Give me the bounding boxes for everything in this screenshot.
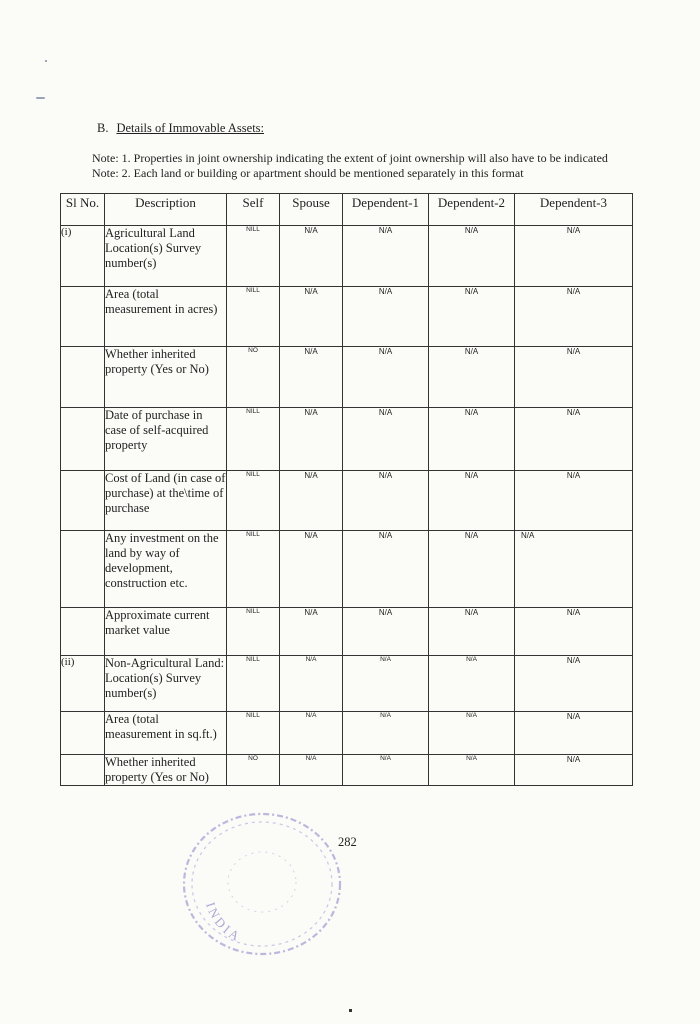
row-sl bbox=[61, 347, 105, 408]
immovable-assets-table bbox=[60, 193, 633, 786]
table-row bbox=[61, 347, 633, 408]
table-row bbox=[61, 226, 633, 287]
row-sl bbox=[61, 408, 105, 471]
table-row bbox=[61, 471, 633, 531]
cell-dependent-3: N/A bbox=[515, 531, 633, 608]
seal-text: INDIA bbox=[203, 900, 245, 945]
cell-dependent-1: N/A bbox=[343, 608, 429, 656]
cell-dependent-1: N/A bbox=[343, 287, 429, 347]
row-sl: (i) bbox=[61, 226, 105, 287]
cell-dependent-2: N/A bbox=[429, 656, 515, 712]
cell-self: NILL bbox=[227, 608, 280, 656]
official-seal-stamp bbox=[178, 808, 348, 973]
row-description: Area (total measurement in sq.ft.) bbox=[105, 712, 227, 755]
column-header-dependent-1: Dependent-1 bbox=[343, 194, 429, 226]
row-description: Whether inherited property (Yes or No) bbox=[105, 755, 227, 786]
table-row bbox=[61, 656, 633, 712]
cell-dependent-3: N/A bbox=[515, 287, 633, 347]
cell-self: NILL bbox=[227, 226, 280, 287]
cell-spouse: N/A bbox=[280, 347, 343, 408]
cell-spouse: N/A bbox=[280, 408, 343, 471]
scan-speck bbox=[349, 1009, 352, 1012]
cell-self: NILL bbox=[227, 656, 280, 712]
row-sl: (ii) bbox=[61, 656, 105, 712]
row-description: Any investment on the land by way of development, construction etc. bbox=[105, 531, 227, 608]
row-sl bbox=[61, 712, 105, 755]
row-sl bbox=[61, 471, 105, 531]
cell-dependent-3: N/A bbox=[515, 408, 633, 471]
cell-dependent-1: N/A bbox=[343, 408, 429, 471]
cell-dependent-1: N/A bbox=[343, 656, 429, 712]
table-row bbox=[61, 712, 633, 755]
cell-dependent-2: N/A bbox=[429, 712, 515, 755]
cell-dependent-3: N/A bbox=[515, 347, 633, 408]
cell-dependent-2: N/A bbox=[429, 408, 515, 471]
row-description: Cost of Land (in case of purchase) at the\time of purchase bbox=[105, 471, 227, 531]
column-header-spouse: Spouse bbox=[280, 194, 343, 226]
cell-dependent-3: N/A bbox=[515, 226, 633, 287]
row-description: Non-Agricultural Land: Location(s) Survey number(s) bbox=[105, 656, 227, 712]
note-2: Note: 2. Each land or building or apartment should be mentioned separately in this format bbox=[92, 166, 524, 180]
column-header-sl: Sl No. bbox=[61, 194, 105, 226]
row-description: Whether inherited property (Yes or No) bbox=[105, 347, 227, 408]
table-row bbox=[61, 755, 633, 786]
cell-spouse: N/A bbox=[280, 226, 343, 287]
table-row bbox=[61, 408, 633, 471]
cell-dependent-3: N/A bbox=[515, 755, 633, 786]
cell-spouse: N/A bbox=[280, 531, 343, 608]
cell-dependent-1: N/A bbox=[343, 755, 429, 786]
cell-dependent-1: N/A bbox=[343, 471, 429, 531]
cell-dependent-1: N/A bbox=[343, 531, 429, 608]
scan-speck bbox=[45, 60, 47, 62]
cell-dependent-2: N/A bbox=[429, 608, 515, 656]
table-header-row bbox=[61, 194, 633, 226]
row-description: Area (total measurement in acres) bbox=[105, 287, 227, 347]
row-sl bbox=[61, 608, 105, 656]
cell-dependent-3: N/A bbox=[515, 471, 633, 531]
cell-self: NO bbox=[227, 755, 280, 786]
cell-dependent-3: N/A bbox=[515, 712, 633, 755]
row-description: Date of purchase in case of self-acquired property bbox=[105, 408, 227, 471]
cell-self: NILL bbox=[227, 712, 280, 755]
cell-self: NO bbox=[227, 347, 280, 408]
cell-dependent-1: N/A bbox=[343, 347, 429, 408]
row-sl bbox=[61, 287, 105, 347]
cell-dependent-2: N/A bbox=[429, 287, 515, 347]
cell-spouse: N/A bbox=[280, 608, 343, 656]
cell-spouse: N/A bbox=[280, 656, 343, 712]
row-sl bbox=[61, 755, 105, 786]
column-header-self: Self bbox=[227, 194, 280, 226]
table-row bbox=[61, 608, 633, 656]
cell-spouse: N/A bbox=[280, 755, 343, 786]
seal-graphic bbox=[178, 808, 348, 968]
cell-self: NILL bbox=[227, 287, 280, 347]
cell-dependent-1: N/A bbox=[343, 226, 429, 287]
column-header-description: Description bbox=[105, 194, 227, 226]
section-heading bbox=[97, 121, 264, 136]
row-description: Agricultural Land Location(s) Survey number(s) bbox=[105, 226, 227, 287]
svg-text:INDIA bbox=[203, 900, 245, 945]
table-row bbox=[61, 531, 633, 608]
cell-dependent-2: N/A bbox=[429, 755, 515, 786]
cell-dependent-2: N/A bbox=[429, 471, 515, 531]
section-title: Details of Immovable Assets: bbox=[116, 121, 265, 135]
scan-speck bbox=[36, 97, 45, 99]
page-number: 282 bbox=[338, 835, 357, 849]
table-row bbox=[61, 287, 633, 347]
cell-dependent-3: N/A bbox=[515, 608, 633, 656]
cell-dependent-2: N/A bbox=[429, 226, 515, 287]
cell-dependent-1: N/A bbox=[343, 712, 429, 755]
cell-self: NILL bbox=[227, 531, 280, 608]
note-1: Note: 1. Properties in joint ownership indicating the extent of joint ownership will also have to be indicated bbox=[92, 151, 608, 165]
cell-spouse: N/A bbox=[280, 287, 343, 347]
cell-self: NILL bbox=[227, 408, 280, 471]
cell-dependent-2: N/A bbox=[429, 531, 515, 608]
row-description: Approximate current market value bbox=[105, 608, 227, 656]
cell-dependent-2: N/A bbox=[429, 347, 515, 408]
cell-self: NILL bbox=[227, 471, 280, 531]
cell-dependent-3: N/A bbox=[515, 656, 633, 712]
column-header-dependent-3: Dependent-3 bbox=[515, 194, 633, 226]
section-letter: B. bbox=[97, 121, 109, 135]
cell-spouse: N/A bbox=[280, 471, 343, 531]
column-header-dependent-2: Dependent-2 bbox=[429, 194, 515, 226]
cell-spouse: N/A bbox=[280, 712, 343, 755]
row-sl bbox=[61, 531, 105, 608]
